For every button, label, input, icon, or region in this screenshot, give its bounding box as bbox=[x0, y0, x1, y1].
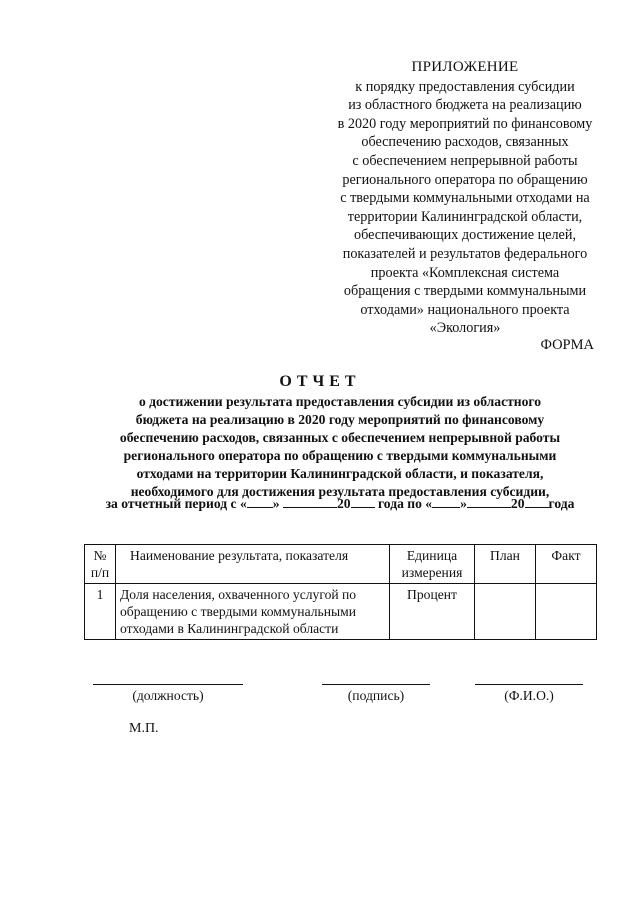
appendix-line: обращения с твердыми коммунальными bbox=[343, 283, 587, 300]
report-description-line: бюджета на реализацию в 2020 году мероприятий по финансовому bbox=[135, 412, 545, 427]
report-description bbox=[60, 393, 620, 501]
period-year-prefix-2: 20 bbox=[510, 496, 525, 511]
header-num: № п/п bbox=[85, 545, 116, 584]
signature-name-field[interactable] bbox=[475, 684, 583, 704]
appendix-block bbox=[300, 58, 630, 338]
appendix-line: обеспечению расходов, связанных bbox=[361, 134, 569, 151]
signature-sign-label: (подпись) bbox=[347, 688, 405, 703]
signature-sign-field[interactable] bbox=[322, 684, 430, 704]
appendix-line: с твердыми коммунальными отходами на bbox=[340, 190, 590, 207]
appendix-line: территории Калининградской области, bbox=[347, 208, 583, 225]
period-year-to-blank[interactable] bbox=[525, 495, 549, 508]
appendix-line: в 2020 году мероприятий по финансовому bbox=[337, 115, 593, 132]
report-title: ОТЧЕТ bbox=[279, 373, 361, 390]
period-day-to-blank[interactable] bbox=[432, 495, 460, 508]
signature-position-label: (должность) bbox=[132, 688, 204, 703]
header-fact: Факт bbox=[536, 545, 597, 584]
cell-plan[interactable] bbox=[475, 584, 536, 640]
signature-position-line bbox=[93, 684, 243, 685]
period-year-from-blank[interactable] bbox=[351, 495, 375, 508]
period-prefix: за отчетный период с « bbox=[105, 496, 247, 511]
table-header-row bbox=[85, 545, 597, 584]
appendix-line: отходами» национального проекта bbox=[360, 301, 570, 318]
appendix-line: обеспечивающих достижение целей, bbox=[353, 227, 576, 244]
signature-position-field[interactable] bbox=[93, 684, 243, 704]
signature-sign-line bbox=[322, 684, 430, 685]
report-description-line: обеспечению расходов, связанных с обеспечением непрерывной работы bbox=[119, 430, 561, 445]
report-description-line: о достижении результата предоставления субсидии из областного bbox=[138, 394, 542, 409]
appendix-heading: ПРИЛОЖЕНИЕ bbox=[411, 59, 519, 75]
period-suffix: года bbox=[548, 496, 575, 511]
period-day-from-blank[interactable] bbox=[247, 495, 273, 508]
signature-name-label: (Ф.И.О.) bbox=[504, 688, 554, 703]
cell-fact[interactable] bbox=[536, 584, 597, 640]
stamp-place: М.П. bbox=[129, 721, 159, 736]
period-year-prefix: 20 bbox=[336, 496, 351, 511]
cell-num: 1 bbox=[85, 584, 116, 640]
period-month-to-blank[interactable] bbox=[467, 495, 511, 508]
header-plan: План bbox=[475, 545, 536, 584]
period-quote-close-2: » bbox=[460, 496, 467, 511]
header-name: Наименование результата, показателя bbox=[116, 545, 390, 584]
report-description-line: отходами на территории Калининградской области, и показателя, bbox=[136, 466, 544, 481]
signature-name-line bbox=[475, 684, 583, 685]
table-row bbox=[85, 584, 597, 640]
header-unit: Единица измерения bbox=[390, 545, 475, 584]
report-description-line: необходимого для достижения результата предоставления субсидии, bbox=[130, 484, 550, 499]
appendix-line: из областного бюджета на реализацию bbox=[348, 97, 582, 114]
report-period bbox=[70, 495, 610, 513]
appendix-line: «Экология» bbox=[429, 320, 501, 337]
cell-name: Доля населения, охваченного услугой по обращению с твердыми коммунальными отходами в Калининградской области bbox=[116, 584, 390, 640]
results-table bbox=[84, 544, 597, 640]
period-quote-close: » bbox=[272, 496, 280, 511]
cell-unit: Процент bbox=[390, 584, 475, 640]
form-label: ФОРМА bbox=[540, 337, 594, 353]
period-month-from-blank[interactable] bbox=[283, 495, 337, 508]
appendix-line: регионального оператора по обращению bbox=[342, 171, 588, 188]
appendix-line: с обеспечением непрерывной работы bbox=[352, 152, 578, 169]
period-mid: года по « bbox=[377, 496, 433, 511]
appendix-line: показателей и результатов федерального bbox=[342, 245, 588, 262]
report-description-line: регионального оператора по обращению с твердыми коммунальными bbox=[123, 448, 557, 463]
appendix-line: проекта «Комплексная система bbox=[370, 264, 560, 281]
appendix-line: к порядку предоставления субсидии bbox=[355, 78, 575, 95]
